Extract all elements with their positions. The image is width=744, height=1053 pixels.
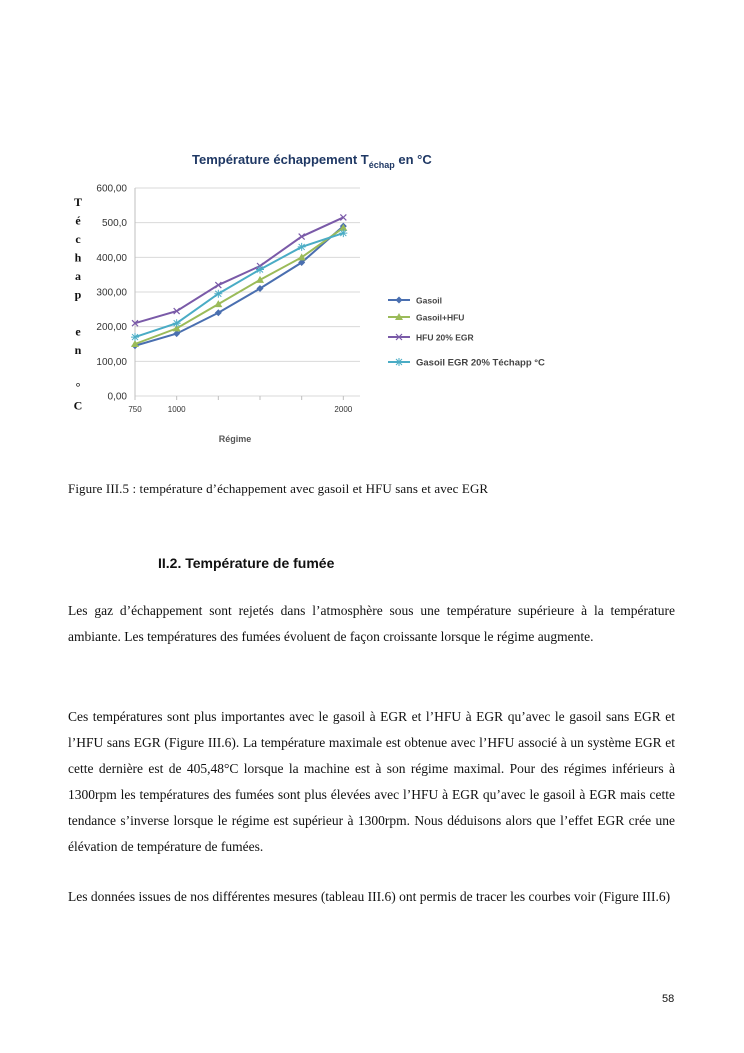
legend-entry bbox=[388, 296, 442, 306]
y-label-letter: n bbox=[74, 343, 82, 357]
legend-label: Gasoil+HFU bbox=[416, 312, 465, 323]
legend-entry bbox=[388, 333, 474, 343]
data-point bbox=[214, 290, 222, 298]
legend-label: Gasoil EGR 20% Téchapp °C bbox=[416, 357, 545, 369]
page-number: 58 bbox=[662, 993, 675, 1005]
data-point bbox=[339, 229, 347, 237]
data-point bbox=[173, 319, 181, 327]
legend-label: Gasoil bbox=[416, 295, 442, 306]
series bbox=[132, 214, 346, 326]
x-tick-label: 1000 bbox=[167, 405, 186, 414]
y-axis-label bbox=[74, 195, 83, 413]
y-label-letter: h bbox=[74, 250, 82, 265]
x-axis-label: Régime bbox=[218, 434, 252, 444]
y-tick-label: 300,00 bbox=[96, 287, 127, 299]
x-tick-label: 750 bbox=[128, 405, 142, 414]
y-label-letter: p bbox=[74, 287, 82, 302]
series-line bbox=[135, 217, 343, 323]
gridlines bbox=[135, 188, 360, 400]
y-label-letter: ° bbox=[75, 380, 81, 394]
y-tick-label: 400,00 bbox=[96, 252, 127, 264]
legend bbox=[388, 296, 545, 369]
series bbox=[131, 229, 347, 341]
y-tick-label: 200,00 bbox=[96, 322, 127, 334]
data-point bbox=[131, 333, 139, 341]
data-point bbox=[396, 297, 403, 304]
temperature-chart bbox=[60, 140, 580, 460]
y-label-letter: e bbox=[75, 324, 81, 339]
series-line bbox=[135, 233, 343, 337]
paragraph-3: Les données issues de nos différentes mesures (tableau III.6) ont permis de tracer les courbes voir (Figure III.6) bbox=[68, 889, 671, 904]
y-tick-label: 100,00 bbox=[96, 356, 127, 368]
data-point bbox=[395, 358, 403, 366]
chart-svg bbox=[60, 140, 580, 460]
figure-caption: Figure III.5 : température d’échappement avec gasoil et HFU sans et avec EGR bbox=[68, 481, 489, 496]
y-label-letter: é bbox=[75, 213, 81, 228]
legend-label: HFU 20% EGR bbox=[416, 332, 474, 343]
y-tick-labels bbox=[96, 184, 127, 403]
y-label-letter: a bbox=[75, 269, 81, 283]
paragraph-2: Ces températures sont plus importantes avec le gasoil à EGR et l’HFU à EGR qu’avec le gasoil sans EGR et l’HFU sans EGR (Figure III.6). La température maximale est obtenue avec l’HFU associé à un système EGR et cette dernière est de 405,48°C lorsque la machine est à son régime maximal. Pour des régimes inférieurs à 1300rpm les températures des fumées sont plus élevées avec l’HFU à EGR qu’avec le gasoil à EGR mais cette tendance s’inverse lorsque le régime est supérieur à 1300rpm. Nous déduisons alors que l’effet EGR crée une élévation de température de fumées. bbox=[68, 709, 675, 854]
y-tick-label: 500,0 bbox=[101, 218, 127, 230]
legend-entry bbox=[388, 313, 464, 323]
legend-entry bbox=[388, 358, 545, 369]
chart-title: Température échappement $T_{échap}$ en °C bbox=[192, 152, 432, 170]
data-point bbox=[256, 265, 264, 273]
x-tick-labels bbox=[128, 405, 352, 414]
x-tick-label: 2000 bbox=[334, 405, 353, 414]
y-tick-label: 600,00 bbox=[96, 183, 127, 195]
y-label-letter: c bbox=[75, 232, 81, 246]
y-tick-label: 0,00 bbox=[107, 391, 127, 403]
y-label-letter: C bbox=[73, 398, 83, 413]
paragraph-1: Les gaz d’échappement sont rejetés dans l’atmosphère sous une température supérieure à la température ambiante. Les températures des fumées évoluent de façon croissante lorsque le régime augmente. bbox=[68, 603, 675, 644]
data-point bbox=[298, 243, 306, 251]
y-label-letter: T bbox=[73, 195, 83, 209]
section-heading: II.2. Température de fumée bbox=[158, 555, 335, 571]
series-lines bbox=[131, 214, 347, 349]
